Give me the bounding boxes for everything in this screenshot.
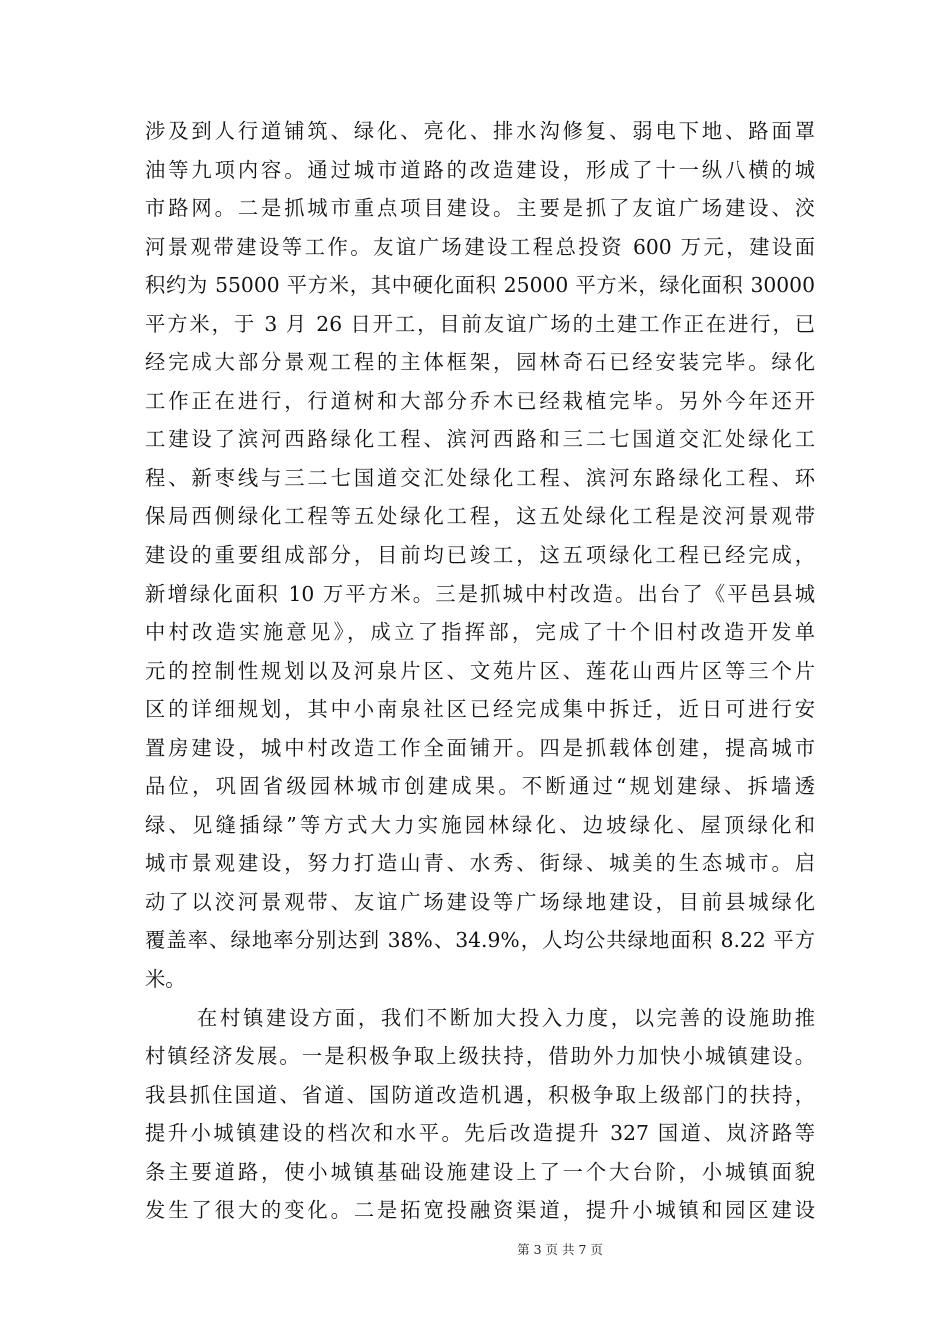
text-line: 程、新枣线与三二七国道交汇处绿化工程、滨河东路绿化工程、环 [145,465,815,490]
text-line: 绿、见缝插绿”等方式大力实施园林绿化、边坡绿化、屋顶绿化和 [145,812,815,837]
text-line: 市路网。二是抓城市重点项目建设。主要是抓了友谊广场建设、洨 [145,196,815,221]
text-line: 建设的重要组成部分，目前均已竣工，这五项绿化工程已经完成， [145,543,815,568]
text-line: 品位，巩固省级园林城市创建成果。不断通过“规划建绿、拆墙透 [145,774,815,799]
text-line: 涉及到人行道铺筑、绿化、亮化、排水沟修复、弱电下地、路面罩 [145,119,815,143]
text-line: 河景观带建设等工作。友谊广场建设工程总投资 600 万元，建设面 [145,234,815,259]
text-line: 中村改造实施意见》，成立了指挥部，完成了十个旧村改造开发单 [145,620,815,645]
text-line: 保局西侧绿化工程等五处绿化工程，这五处绿化工程是洨河景观带 [145,504,815,529]
text-line: 动了以洨河景观带、友谊广场建设等广场绿地建设，目前县城绿化 [145,889,815,914]
text-line: 置房建设，城中村改造工作全面铺开。四是抓载体创建，提高城市 [145,735,815,760]
text-line: 工作正在进行，行道树和大部分乔木已经栽植完毕。另外今年还开 [145,388,815,413]
text-line: 提升小城镇建设的档次和水平。先后改造提升 327 国道、岚济路等 [145,1121,815,1146]
text-line: 条主要道路，使小城镇基础设施建设上了一个大台阶，小城镇面貌 [145,1159,815,1184]
text-line: 元的控制性规划以及河泉片区、文苑片区、莲花山西片区等三个片 [145,658,815,683]
text-line: 村镇经济发展。一是积极争取上级扶持，借助外力加快小城镇建设。 [145,1044,815,1069]
text-line: 城市景观建设，努力打造山青、水秀、街绿、城美的生态城市。启 [145,851,815,876]
text-line: 覆盖率、绿地率分别达到 38%、34.9%，人均公共绿地面积 8.22 平方 [145,928,815,953]
text-line: 区的详细规划，其中小南泉社区已经完成集中拆迁，近日可进行安 [145,697,815,722]
text-line: 积约为 55000 平方米，其中硬化面积 25000 平方米，绿化面积 30000 [145,273,815,298]
text-line: 在村镇建设方面，我们不断加大投入力度，以完善的设施助推 [197,1005,815,1030]
document-body [145,112,815,1230]
text-line: 油等九项内容。通过城市道路的改造建设，形成了十一纵八横的城 [145,157,815,182]
text-line: 我县抓住国道、省道、国防道改造机遇，积极争取上级部门的扶持， [145,1082,815,1107]
text-line: 新增绿化面积 10 万平方米。三是抓城中村改造。出台了《平邑县城 [145,581,815,606]
text-line: 发生了很大的变化。二是拓宽投融资渠道，提升小城镇和园区建设 [145,1198,815,1223]
text-line: 经完成大部分景观工程的主体框架，园林奇石已经安装完毕。绿化 [145,350,815,375]
text-line: 米。 [145,967,186,992]
text-line: 工建设了滨河西路绿化工程、滨河西路和三二七国道交汇处绿化工 [145,427,815,452]
text-line: 平方米，于 3 月 26 日开工，目前友谊广场的土建工作正在进行，已 [145,311,815,336]
page-number: 第 3 页 共 7 页 [517,1242,603,1257]
